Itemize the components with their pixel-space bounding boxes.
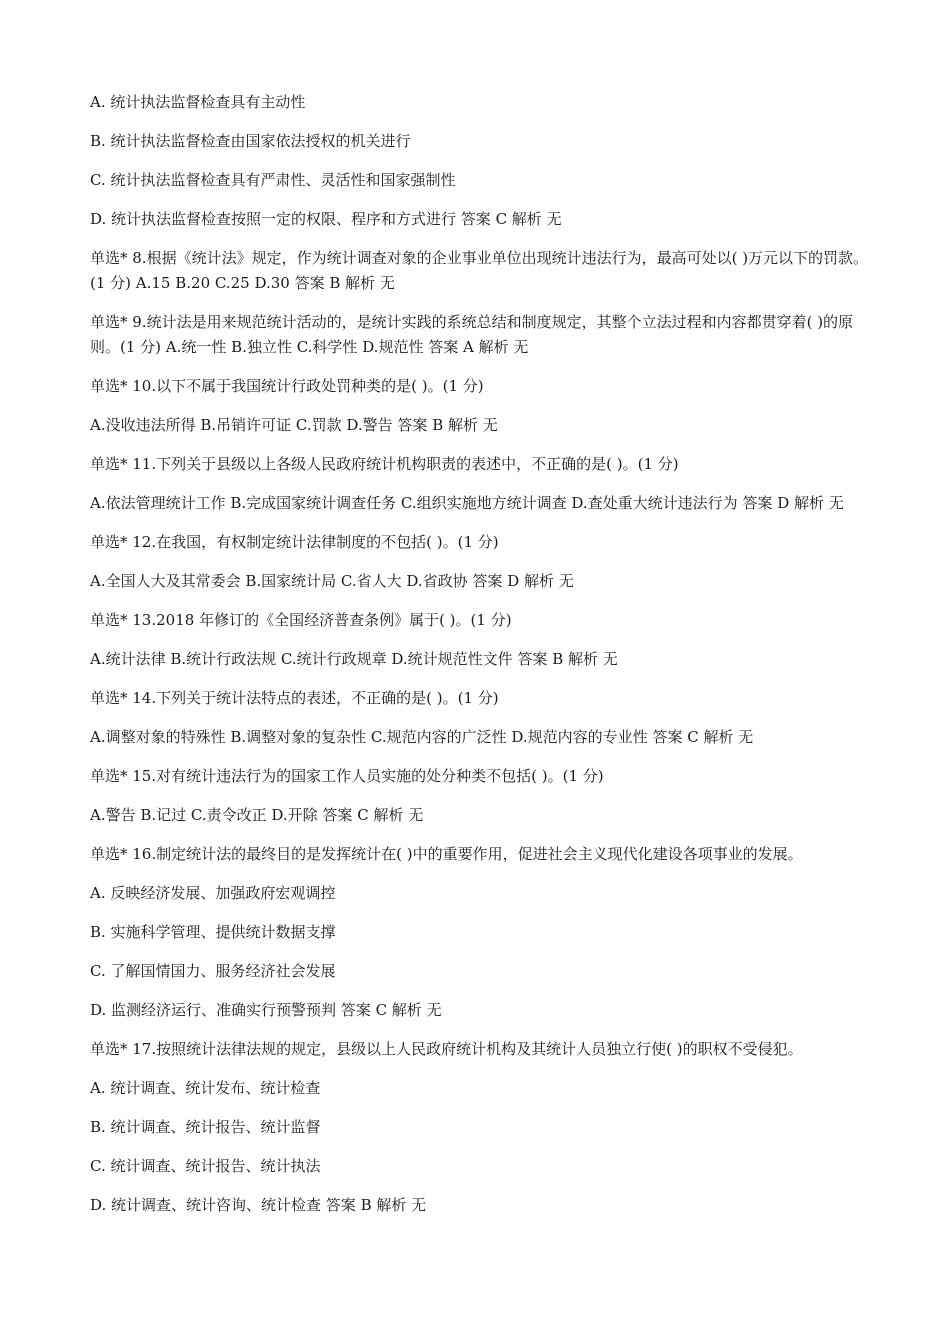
option-line: B. 统计执法监督检查由国家依法授权的机关进行 xyxy=(90,132,411,150)
question-11: 单选* 11.下列关于县级以上各级人民政府统计机构职责的表述中，不正确的是( )。(1 分) xyxy=(90,455,679,473)
question-14: 单选* 14.下列关于统计法特点的表述，不正确的是( )。(1 分) xyxy=(90,689,499,707)
option-line: A. 反映经济发展、加强政府宏观调控 xyxy=(90,884,336,902)
question-12-options: A.全国人大及其常委会 B.国家统计局 C.省人大 D.省政协 答案 D 解析 无 xyxy=(90,572,574,590)
question-14-options: A.调整对象的特殊性 B.调整对象的复杂性 C.规范内容的广泛性 D.规范内容的专业性 答案 C 解析 无 xyxy=(90,728,754,746)
question-17: 单选* 17.按照统计法律法规的规定，县级以上人民政府统计机构及其统计人员独立行使( )的职权不受侵犯。 xyxy=(90,1040,803,1058)
option-answer-line: D. 统计调查、统计咨询、统计检查 答案 B 解析 无 xyxy=(90,1196,427,1214)
question-11-options: A.依法管理统计工作 B.完成国家统计调查任务 C.组织实施地方统计调查 D.查处重大统计违法行为 答案 D 解析 无 xyxy=(90,494,844,512)
question-13-options: A.统计法律 B.统计行政法规 C.统计行政规章 D.统计规范性文件 答案 B 解析 无 xyxy=(90,650,618,668)
option-line: A. 统计执法监督检查具有主动性 xyxy=(90,93,306,111)
question-15: 单选* 15.对有统计违法行为的国家工作人员实施的处分种类不包括( )。(1 分) xyxy=(90,767,604,785)
option-line: A. 统计调查、统计发布、统计检查 xyxy=(90,1079,321,1097)
option-line: C. 了解国情国力、服务经济社会发展 xyxy=(90,962,336,980)
question-16: 单选* 16.制定统计法的最终目的是发挥统计在( )中的重要作用，促进社会主义现代化建设各项事业的发展。 xyxy=(90,845,803,863)
question-15-options: A.警告 B.记过 C.责令改正 D.开除 答案 C 解析 无 xyxy=(90,806,424,824)
option-line: C. 统计调查、统计报告、统计执法 xyxy=(90,1157,321,1175)
option-line: C. 统计执法监督检查具有严肃性、灵活性和国家强制性 xyxy=(90,171,456,189)
question-9: 单选* 9.统计法是用来规范统计活动的，是统计实践的系统总结和制度规定，其整个立法过程和内容都贯穿着( )的原则。(1 分) A.统一性 B.独立性 C.科学性 D.规范性 答案 A 解析 无 xyxy=(90,313,854,356)
option-answer-line: D. 统计执法监督检查按照一定的权限、程序和方式进行 答案 C 解析 无 xyxy=(90,210,562,228)
document-page xyxy=(90,90,880,1232)
question-8: 单选* 8.根据《统计法》规定，作为统计调查对象的企业事业单位出现统计违法行为，最高可处以( )万元以下的罚款。(1 分) A.15 B.20 C.25 D.30 答案 B 解析 无 xyxy=(90,249,869,292)
option-line: B. 实施科学管理、提供统计数据支撑 xyxy=(90,923,336,941)
question-10-options: A.没收违法所得 B.吊销许可证 C.罚款 D.警告 答案 B 解析 无 xyxy=(90,416,498,434)
question-12: 单选* 12.在我国，有权制定统计法律制度的不包括( )。(1 分) xyxy=(90,533,499,551)
option-line: B. 统计调查、统计报告、统计监督 xyxy=(90,1118,321,1136)
option-answer-line: D. 监测经济运行、准确实行预警预判 答案 C 解析 无 xyxy=(90,1001,442,1019)
question-13: 单选* 13.2018 年修订的《全国经济普查条例》属于( )。(1 分) xyxy=(90,611,512,629)
question-10: 单选* 10.以下不属于我国统计行政处罚种类的是( )。(1 分) xyxy=(90,377,484,395)
